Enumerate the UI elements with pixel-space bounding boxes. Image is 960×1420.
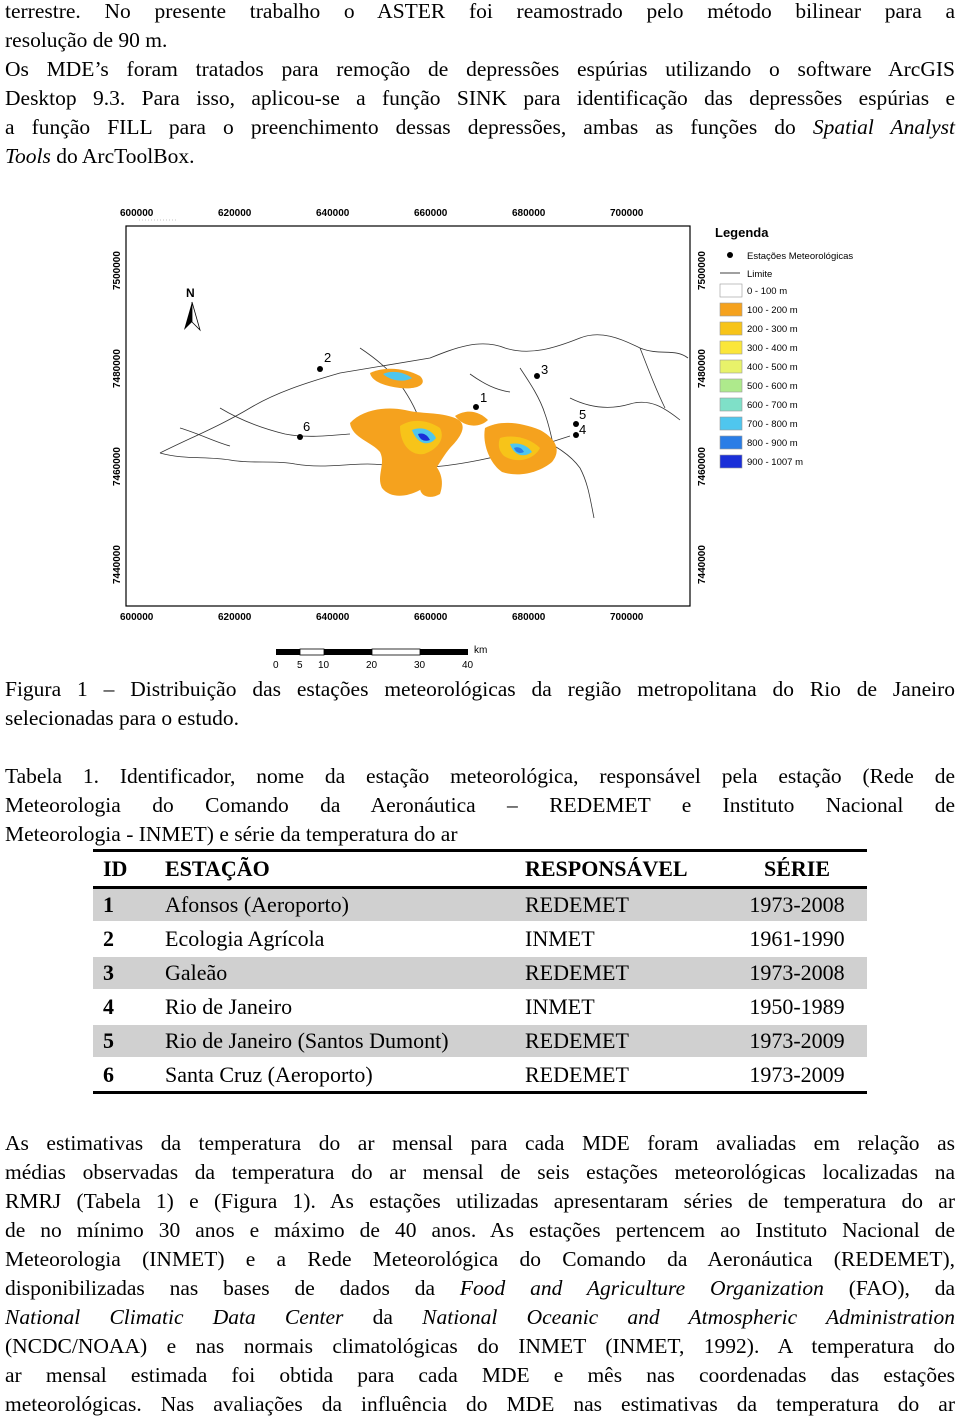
table-row xyxy=(93,990,867,1024)
body-text: da xyxy=(343,1305,423,1329)
body-text: (FAO), da xyxy=(823,1276,956,1300)
table-cell-id: 2 xyxy=(93,922,155,956)
table-caption-line: Meteorologia - INMET) e série da temperatura do ar xyxy=(5,822,458,846)
intro-text: do ArcToolBox. xyxy=(50,144,195,168)
table-cell-responsible: INMET xyxy=(515,922,727,956)
legend-swatch xyxy=(720,455,742,468)
y-tick-label: 7440000 xyxy=(112,545,123,584)
legend-class-label: 900 - 1007 m xyxy=(747,457,803,468)
legend-class-label: 800 - 900 m xyxy=(747,438,798,449)
legend-class-label: 500 - 600 m xyxy=(747,381,798,392)
table-cell-series: 1961-1990 xyxy=(727,922,867,956)
scale-unit: km xyxy=(474,645,488,656)
table-cell-station: Rio de Janeiro xyxy=(155,990,515,1024)
intro-line xyxy=(5,142,955,171)
table-cell-series: 1950-1989 xyxy=(727,990,867,1024)
body-line: As estimativas da temperatura do ar mensal para cada MDE foram avaliadas em relação as xyxy=(5,1131,955,1155)
y-ticks-left xyxy=(112,251,123,584)
body-line: RMRJ (Tabela 1) e (Figura 1). As estações utilizadas apresentaram séries de temperatura do ar xyxy=(5,1189,955,1213)
y-tick-label: 7480000 xyxy=(697,349,708,388)
body-italic: National Oceanic and Atmospheric Administration xyxy=(422,1305,955,1329)
intro-line: terrestre. No presente trabalho o ASTER foi reamostrado pelo método bilinear para a xyxy=(5,0,955,23)
table-cell-series: 1973-2009 xyxy=(727,1058,867,1093)
body-line: ar mensal estimada foi obtida para cada MDE e mês nas coordenadas das estações xyxy=(5,1363,955,1387)
table-cell-id: 6 xyxy=(93,1058,155,1093)
table-row xyxy=(93,922,867,956)
body-line: meteorológicas. Nas avaliações da influência do MDE nas estimativas da temperatura do ar xyxy=(5,1392,955,1416)
station-label: 1 xyxy=(480,390,488,405)
caption-line: selecionadas para o estudo. xyxy=(5,706,240,730)
body-line xyxy=(5,1274,955,1303)
body-italic: National Climatic Data Center xyxy=(5,1305,344,1329)
intro-paragraph xyxy=(5,0,955,171)
table-cell-responsible: REDEMET xyxy=(515,956,727,990)
x-tick-label: 620000 xyxy=(218,208,252,219)
body-line: médias observadas da temperatura do ar mensal de seis estações meteorológicas localizadas na xyxy=(5,1160,955,1184)
table-header: SÉRIE xyxy=(727,851,867,888)
legend xyxy=(715,225,853,468)
legend-title: Legenda xyxy=(715,225,769,240)
north-label: N xyxy=(186,286,195,300)
body-line: Meteorologia (INMET) e a Rede Meteorológica do Comando da Aeronáutica (REDEMET), xyxy=(5,1247,955,1271)
table-cell-station: Rio de Janeiro (Santos Dumont) xyxy=(155,1024,515,1058)
table-cell-station: Afonsos (Aeroporto) xyxy=(155,888,515,923)
legend-class-label: 400 - 500 m xyxy=(747,362,798,373)
legend-swatch xyxy=(720,303,742,316)
legend-class-label: 600 - 700 m xyxy=(747,400,798,411)
y-tick-label: 7500000 xyxy=(697,251,708,290)
legend-swatch xyxy=(720,341,742,354)
legend-swatch xyxy=(720,360,742,373)
table-cell-responsible: REDEMET xyxy=(515,888,727,923)
table-cell-station: Santa Cruz (Aeroporto) xyxy=(155,1058,515,1093)
scale-label: 0 xyxy=(273,660,279,671)
stations-table xyxy=(93,849,867,1094)
legend-station-marker xyxy=(727,252,733,258)
table-cell-id: 1 xyxy=(93,888,155,923)
body-text: disponibilizadas nas bases de dados da xyxy=(5,1276,460,1300)
body-line: de no mínimo 30 anos e máximo de 40 anos. As estações pertencem ao Instituto Nacional de xyxy=(5,1218,955,1242)
scale-label: 5 xyxy=(297,660,303,671)
y-tick-label: 7460000 xyxy=(697,447,708,486)
legend-swatch xyxy=(720,379,742,392)
intro-text: a função FILL para o preenchimento dessas depressões, ambas as funções do xyxy=(5,115,813,139)
map-figure xyxy=(100,198,860,673)
legend-stations-label: Estações Meteorológicas xyxy=(747,251,854,262)
table-caption xyxy=(5,762,955,849)
table-header: ID xyxy=(93,851,155,888)
intro-line: resolução de 90 m. xyxy=(5,28,168,52)
station-marker xyxy=(317,366,323,372)
table-row xyxy=(93,888,867,923)
station-label: 2 xyxy=(324,350,332,365)
table-cell-series: 1973-2009 xyxy=(727,1024,867,1058)
legend-swatch xyxy=(720,417,742,430)
table-header: ESTAÇÃO xyxy=(155,851,515,888)
table-header-row xyxy=(93,851,867,888)
station-marker xyxy=(473,404,479,410)
scale-bar xyxy=(273,645,487,671)
table-cell-station: Galeão xyxy=(155,956,515,990)
intro-italic: Spatial Analyst xyxy=(812,115,955,139)
x-tick-label: 600000 xyxy=(120,612,154,623)
x-ticks-top xyxy=(120,208,644,219)
y-ticks-right xyxy=(697,251,708,584)
map-svg xyxy=(100,198,860,673)
station-marker xyxy=(297,434,303,440)
table-header: RESPONSÁVEL xyxy=(515,851,727,888)
table-cell-responsible: REDEMET xyxy=(515,1024,727,1058)
body-line: (NCDC/NOAA) e nas normais climatológicas do INMET (INMET, 1992). A temperatura do xyxy=(5,1334,955,1358)
x-ticks-bottom xyxy=(120,612,644,623)
station-label: 4 xyxy=(579,422,587,437)
legend-swatch xyxy=(720,322,742,335)
figure-caption xyxy=(5,675,955,733)
table-caption-line: Meteorologia do Comando da Aeronáutica – REDEMET e Instituto Nacional de xyxy=(5,793,955,817)
table-cell-responsible: INMET xyxy=(515,990,727,1024)
table-caption-line: Tabela 1. Identificador, nome da estação meteorológica, responsável pela estação (Rede de xyxy=(5,764,955,788)
intro-italic: Tools xyxy=(5,144,51,168)
legend-class-label: 100 - 200 m xyxy=(747,305,798,316)
x-tick-label: 600000 xyxy=(120,208,154,219)
table-row xyxy=(93,1058,867,1093)
intro-line xyxy=(5,113,955,142)
intro-line: Desktop 9.3. Para isso, aplicou-se a função SINK para identificação das depressões espúrias e xyxy=(5,86,955,110)
body-line xyxy=(5,1303,955,1332)
table-cell-series: 1973-2008 xyxy=(727,956,867,990)
table-cell-station: Ecologia Agrícola xyxy=(155,922,515,956)
x-tick-label: 680000 xyxy=(512,612,546,623)
station-marker xyxy=(534,373,540,379)
x-tick-label: 660000 xyxy=(414,208,448,219)
legend-class-label: 200 - 300 m xyxy=(747,324,798,335)
scale-label: 40 xyxy=(462,660,474,671)
station-label: 5 xyxy=(579,407,587,422)
y-tick-label: 7480000 xyxy=(112,349,123,388)
legend-class-label: 700 - 800 m xyxy=(747,419,798,430)
x-tick-label: 700000 xyxy=(610,612,644,623)
y-tick-label: 7500000 xyxy=(112,251,123,290)
y-tick-label: 7440000 xyxy=(697,545,708,584)
table-cell-id: 4 xyxy=(93,990,155,1024)
table-row xyxy=(93,1024,867,1058)
legend-limit-label: Limite xyxy=(747,269,773,280)
x-tick-label: 700000 xyxy=(610,208,644,219)
station-label: 6 xyxy=(303,419,311,434)
body-italic: Food and Agriculture Organization xyxy=(459,1276,824,1300)
legend-swatch xyxy=(720,398,742,411)
scale-label: 30 xyxy=(414,660,426,671)
legend-class-label: 300 - 400 m xyxy=(747,343,798,354)
table-row xyxy=(93,956,867,990)
table-cell-series: 1973-2008 xyxy=(727,888,867,923)
table-cell-id: 3 xyxy=(93,956,155,990)
legend-swatch xyxy=(720,436,742,449)
x-tick-label: 640000 xyxy=(316,612,350,623)
intro-line: Os MDE’s foram tratados para remoção de depressões espúrias utilizando o software ArcGIS xyxy=(5,57,955,81)
x-tick-label: 680000 xyxy=(512,208,546,219)
x-tick-label: 620000 xyxy=(218,612,252,623)
y-tick-label: 7460000 xyxy=(112,447,123,486)
table-cell-id: 5 xyxy=(93,1024,155,1058)
body-paragraph xyxy=(5,1129,955,1419)
legend-swatch xyxy=(720,284,742,297)
caption-line: Figura 1 – Distribuição das estações meteorológicas da região metropolitana do Rio de Janeiro xyxy=(5,677,955,701)
scale-label: 20 xyxy=(366,660,378,671)
station-label: 3 xyxy=(541,362,549,377)
legend-class-label: 0 - 100 m xyxy=(747,286,788,297)
x-tick-label: 660000 xyxy=(414,612,448,623)
table-cell-responsible: REDEMET xyxy=(515,1058,727,1093)
scale-label: 10 xyxy=(318,660,330,671)
x-tick-label: 640000 xyxy=(316,208,350,219)
